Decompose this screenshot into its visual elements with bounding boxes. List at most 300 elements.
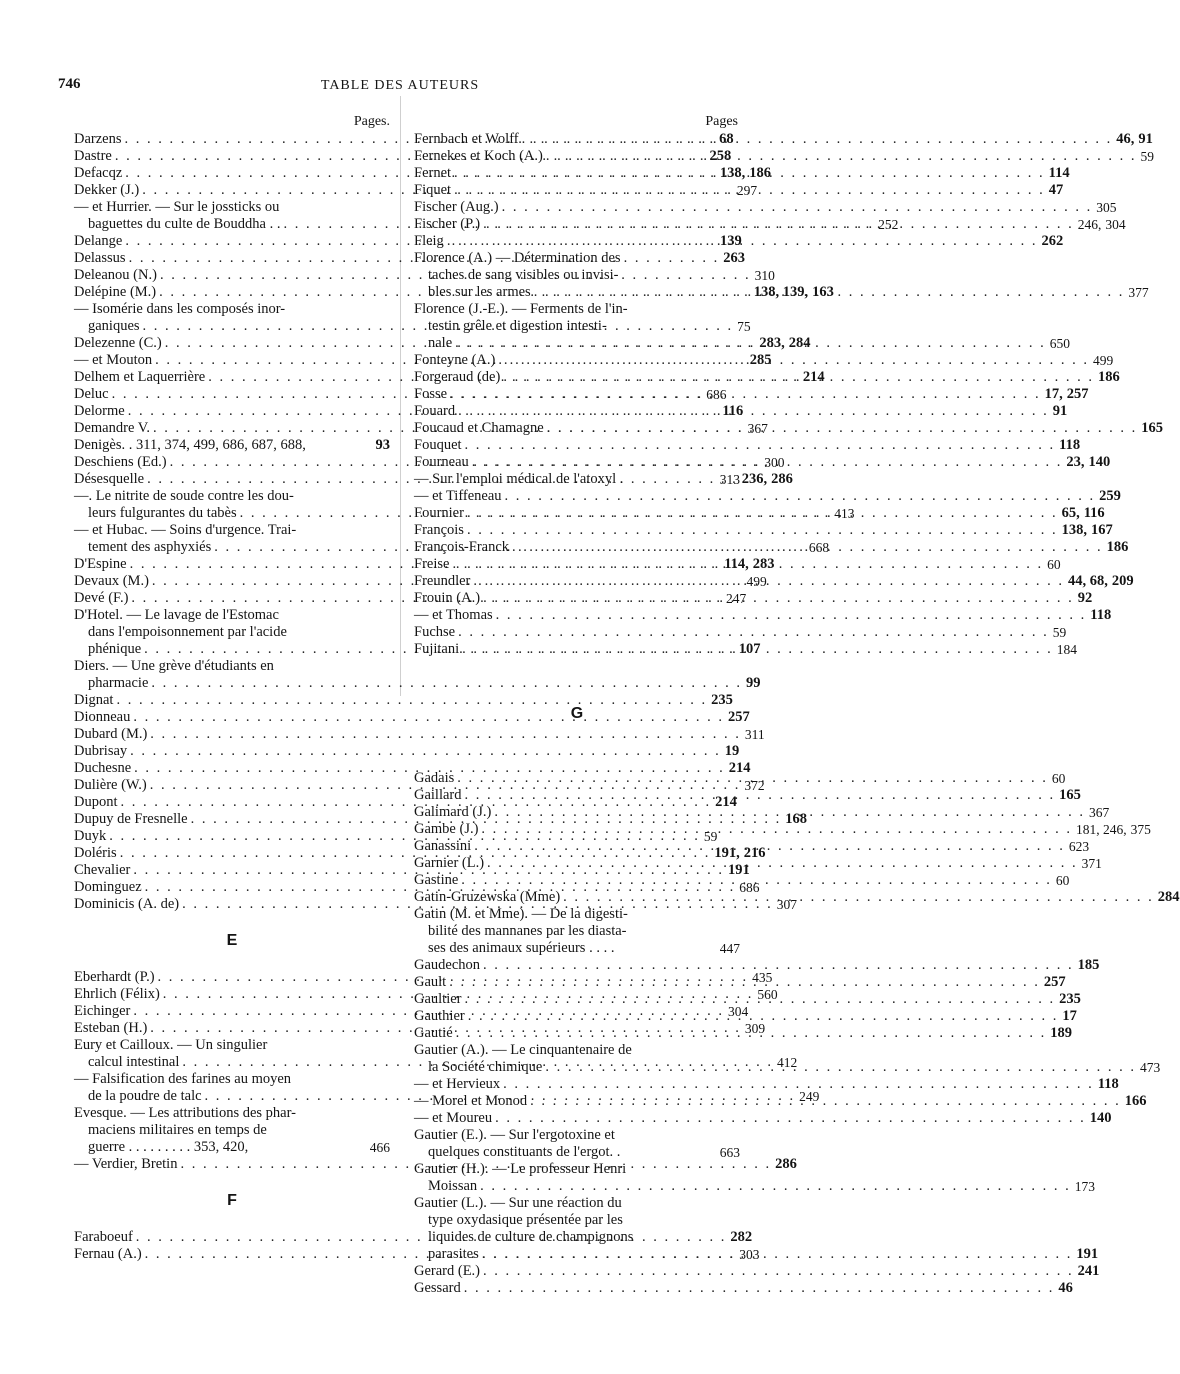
- page-ref: 247: [726, 591, 747, 606]
- entry-text: Dulière (W.): [74, 777, 147, 793]
- index-entry: [414, 1161, 740, 1178]
- entry-text: Gautier (L.). — Sur une réaction du: [414, 1195, 622, 1211]
- entry-text: Fernet: [414, 165, 452, 181]
- index-entry: [414, 957, 1100, 974]
- index-entry: [74, 624, 390, 641]
- index-entry: [414, 488, 1121, 505]
- entry-text: Eichinger: [74, 1003, 131, 1019]
- index-entry: [414, 1178, 1096, 1195]
- page-ref: 686: [739, 880, 760, 895]
- page-ref: 257: [1066, 386, 1089, 402]
- page-ref: 93: [375, 437, 390, 453]
- entry-text: Fosse: [414, 386, 448, 402]
- entry-text: Gautié: [414, 1025, 453, 1041]
- leader-dots: [493, 607, 1087, 624]
- index-entry: [414, 1110, 1112, 1127]
- entry-text: Gaillard: [414, 787, 462, 803]
- page-ref: 191: [1076, 1246, 1099, 1262]
- entry-text: Fernau (A.): [74, 1246, 142, 1262]
- leader-dots: [478, 821, 1072, 838]
- page-ref: 59: [1052, 625, 1067, 640]
- page-ref: 668: [808, 540, 830, 555]
- entry-text: bilité des mannanes par les diasta-: [428, 923, 627, 939]
- entry-text: Fouquet: [414, 437, 462, 453]
- leader-dots: [462, 991, 1056, 1008]
- extra-page-refs: 283,: [759, 335, 785, 351]
- index-entry: [414, 318, 740, 335]
- page-ref: 311: [744, 727, 765, 742]
- entry-text: Delezenne (C.): [74, 335, 162, 351]
- page-ref: 75: [737, 319, 751, 334]
- index-entry: [414, 923, 740, 940]
- entry-text: Darzens: [74, 131, 122, 147]
- page-ref: 186: [1097, 369, 1120, 385]
- page-ref: 186: [749, 165, 772, 181]
- leader-dots: [479, 1246, 1073, 1263]
- index-entry: [414, 624, 1067, 641]
- entry-text: Fleig: [414, 233, 444, 249]
- entry-text: Esteban (H.): [74, 1020, 148, 1036]
- leader-dots: [492, 1110, 1086, 1127]
- leader-dots: [500, 369, 1094, 386]
- page-ref: 46: [1058, 1280, 1073, 1296]
- index-entry: [74, 199, 390, 216]
- index-entry: [414, 199, 1117, 216]
- entry-text: ses des animaux supérieurs . . . .: [428, 940, 615, 956]
- leader-dots: [502, 488, 1096, 505]
- entry-text: Gatin (M. et Mme). — De la digesti-: [414, 906, 628, 922]
- page-ref: 413: [834, 506, 855, 521]
- entry-text: Florence (A.) — Détermination des: [414, 250, 621, 266]
- entry-text: Gaultier: [414, 991, 462, 1007]
- leader-dots: [446, 974, 1040, 991]
- section-letter: F: [227, 1192, 237, 1209]
- index-entry: [74, 1139, 390, 1156]
- entry-text: Freundler: [414, 573, 471, 589]
- leader-dots: [451, 165, 1045, 182]
- extra-page-refs: 17,: [1044, 386, 1063, 402]
- page-ref: 686: [706, 387, 727, 402]
- index-entry: [74, 709, 750, 726]
- entry-text: Dominguez: [74, 879, 142, 895]
- index-entry: [414, 403, 1068, 420]
- index-entry: [414, 1042, 740, 1059]
- entry-text: Delépine (M.): [74, 284, 157, 300]
- entry-text: Gautier (E.). — Sur l'ergotoxine et: [414, 1127, 615, 1143]
- page-ref: 249: [799, 1089, 820, 1104]
- entry-text: Fernbach et Wolff: [414, 131, 519, 147]
- entry-text: Chevalier: [74, 862, 131, 878]
- index-entry: [74, 607, 390, 624]
- entry-text: taches de sang visibles ou invisi-: [428, 267, 619, 283]
- entry-text: nale: [428, 335, 453, 351]
- extra-page-refs: 236,: [741, 471, 768, 487]
- extra-page-refs: 65,: [1061, 505, 1080, 521]
- index-entry: [414, 301, 740, 318]
- entry-text: Fischer (Aug.): [414, 199, 499, 215]
- entry-text: Ganassini: [414, 838, 472, 854]
- entry-text: Fiquet: [414, 182, 452, 198]
- leader-dots: [471, 838, 1065, 855]
- leader-dots: [447, 386, 1041, 403]
- leader-dots: [464, 522, 1058, 539]
- entry-text: — Verdier, Bretin: [74, 1156, 178, 1172]
- leader-dots: [495, 352, 1089, 369]
- page-ref: 107: [738, 641, 761, 657]
- page-ref: 499: [746, 574, 767, 589]
- entry-text: Denigès. . 311, 374, 499, 686, 687, 688,: [74, 437, 306, 453]
- entry-text: type oxydasique présentée par les: [428, 1212, 623, 1228]
- index-entry: [414, 1229, 740, 1246]
- index-entry: [414, 1127, 740, 1144]
- index-entry: [414, 386, 1089, 403]
- page-ref: 412: [777, 1055, 798, 1070]
- entry-text: Dominicis (A. de): [74, 896, 180, 912]
- entry-text: Fischer (P.): [414, 216, 481, 232]
- entry-text: Gadais: [414, 770, 455, 786]
- page-ref: 367: [1088, 805, 1110, 820]
- page-ref: 297: [736, 183, 758, 198]
- entry-text: Eberhardt (P.): [74, 969, 155, 985]
- page-ref: 447: [719, 941, 740, 956]
- page-ref: 139: [719, 233, 742, 249]
- index-entry: [74, 437, 390, 454]
- entry-text: Dekker (J.): [74, 182, 140, 198]
- leader-dots: [477, 1178, 1071, 1195]
- entry-text: Foucaud et Chamagne: [414, 420, 544, 436]
- entry-text: tement des asphyxiés: [88, 539, 212, 555]
- leader-dots: [527, 1093, 1121, 1110]
- leader-dots: [464, 505, 1058, 522]
- page-ref: 258: [709, 148, 732, 164]
- leader-dots: [453, 1025, 1047, 1042]
- leader-dots: [459, 641, 1053, 658]
- entry-text: D'Hotel. — Le lavage de l'Estomac: [74, 607, 279, 623]
- index-entry: [414, 233, 1064, 250]
- page-ref: 118: [1097, 1076, 1119, 1092]
- extra-page-refs: 138, 139,: [753, 284, 809, 300]
- page-ref: 371: [1081, 856, 1102, 871]
- running-header: TABLE DES AUTEURS: [320, 78, 480, 93]
- entry-text: Gault: [414, 974, 447, 990]
- page-ref: 165: [1059, 787, 1081, 803]
- extra-page-refs: 114,: [724, 556, 749, 572]
- index-entry: [74, 726, 765, 743]
- entry-text: Deluc: [74, 386, 109, 402]
- entry-text: Fournier: [414, 505, 464, 521]
- page-ref: 60: [1055, 873, 1070, 888]
- entry-text: Dignat: [74, 692, 114, 708]
- page-ref: 59: [703, 829, 718, 844]
- page-ref: 140: [1088, 454, 1111, 470]
- entry-text: Duchesne: [74, 760, 132, 776]
- entry-text: baguettes du culte de Bouddha . .: [88, 216, 281, 232]
- page-ref: 377: [1128, 285, 1149, 300]
- leader-dots: [480, 957, 1074, 974]
- leader-dots: [444, 233, 1038, 250]
- entry-text: Deleanou (N.): [74, 267, 157, 283]
- entry-text: bles sur les armes: [428, 284, 531, 300]
- entry-text: Demandre V.: [74, 420, 150, 436]
- index-entry: [74, 488, 390, 505]
- entry-text: Ehrlich (Félix): [74, 986, 160, 1002]
- page-ref: 259: [1099, 488, 1121, 504]
- page-ref: 168: [785, 811, 807, 827]
- index-entry: [414, 1195, 740, 1212]
- leader-dots: [451, 182, 1045, 199]
- page-ref: 214: [802, 369, 825, 385]
- page-ref: 140: [1089, 1110, 1112, 1126]
- index-entry: [74, 692, 733, 709]
- entry-text: Gessard: [414, 1280, 461, 1296]
- entry-text: — et Hubac. — Soins d'urgence. Trai-: [74, 522, 297, 538]
- entry-text: — Morel et Monod: [414, 1093, 528, 1109]
- entry-text: Duyk: [74, 828, 107, 844]
- entry-text: Gastine: [414, 872, 459, 888]
- leader-dots: [452, 335, 1046, 352]
- page-ref: 304: [1105, 217, 1126, 232]
- page-ref: 286: [771, 471, 793, 487]
- page-ref: 623: [1068, 839, 1090, 854]
- page-ref: 303: [739, 1247, 760, 1262]
- page-ref: 118: [1059, 437, 1081, 453]
- section-letter: E: [226, 932, 238, 949]
- page-ref: 650: [1049, 336, 1071, 351]
- leader-dots: [455, 403, 1049, 420]
- entry-text: Faraboeuf: [74, 1229, 133, 1245]
- index-entry: [414, 940, 740, 957]
- page-ref: 60: [1047, 557, 1061, 572]
- index-entry: [74, 760, 751, 777]
- page-ref: 59: [1140, 149, 1154, 164]
- page-ref: 165: [1141, 420, 1164, 436]
- page-ref: 68: [719, 131, 734, 147]
- entry-text: — et Mouton: [74, 352, 153, 368]
- entry-text: Galimard (J.): [414, 804, 492, 820]
- extra-page-refs: 46,: [1116, 131, 1135, 147]
- leader-dots: [470, 573, 1064, 590]
- index-entry: [74, 743, 740, 760]
- entry-text: Dionneau: [74, 709, 131, 725]
- entry-text: Fourneau: [414, 454, 469, 470]
- extra-page-refs: 23,: [1066, 454, 1085, 470]
- page-ref: 173: [1074, 1179, 1096, 1194]
- index-entry: [74, 301, 390, 318]
- index-entry: [74, 1122, 390, 1139]
- entry-text: de la poudre de talc: [88, 1088, 202, 1104]
- page-ref: 191: [728, 862, 750, 878]
- index-entry: [414, 437, 1081, 454]
- index-entry: [414, 1144, 740, 1161]
- page-ref: 307: [776, 897, 797, 912]
- page-ref: 167: [1090, 522, 1113, 538]
- page-ref: 19: [724, 743, 740, 759]
- entry-text: Delorme: [74, 403, 125, 419]
- leader-dots: [458, 872, 1052, 889]
- extra-page-refs: 44, 68,: [1068, 573, 1108, 589]
- entry-text: Gautier (H.). — Le professeur Henri: [414, 1161, 627, 1177]
- entry-text: la Société chimique: [428, 1059, 543, 1075]
- page-ref: 372: [744, 778, 765, 793]
- entry-text: phénique: [88, 641, 142, 657]
- page-ref: 60: [1051, 771, 1066, 786]
- entry-text: — Sur l'emploi médical de l'atoxyl .: [414, 471, 624, 487]
- index-entry: [414, 787, 1081, 804]
- page-ref: 262: [1041, 233, 1064, 249]
- index-entry: [74, 1037, 390, 1054]
- entry-text: — Falsification des farines au moyen: [74, 1071, 292, 1087]
- leader-dots: [500, 1076, 1094, 1093]
- page-ref: 435: [752, 970, 773, 985]
- entry-text: Delange: [74, 233, 123, 249]
- page-ref: 499: [1092, 353, 1114, 368]
- page-ref: 285: [749, 352, 772, 368]
- entry-text: D'Espine: [74, 556, 127, 572]
- page-ref: 375: [1130, 822, 1151, 837]
- leader-dots: [543, 148, 1137, 165]
- page-number: 746: [58, 76, 81, 92]
- page-ref: 163: [812, 284, 834, 300]
- page-ref: 186: [1106, 539, 1129, 555]
- page-ref: 560: [757, 987, 778, 1002]
- page-ref: 304: [728, 1004, 749, 1019]
- index-entry: [414, 1212, 740, 1229]
- page-ref: 116: [722, 403, 744, 419]
- leader-dots: [465, 1008, 1059, 1025]
- entry-text: Forgeraud (de): [414, 369, 501, 385]
- page-ref: 99: [746, 675, 761, 691]
- entry-text: — et Hervieux: [414, 1076, 501, 1092]
- entry-text: Delhem et Laquerrière: [74, 369, 206, 385]
- leader-dots: [462, 787, 1056, 804]
- index-entry: [414, 267, 740, 284]
- index-entry: [414, 131, 1153, 148]
- entry-text: calcul intestinal: [88, 1054, 180, 1070]
- index-entry: [414, 821, 1151, 838]
- entry-text: liquides de culture de champignons: [428, 1229, 634, 1245]
- entry-text: maciens militaires en temps de: [88, 1122, 267, 1138]
- index-entry: [414, 906, 740, 923]
- leader-dots: [480, 590, 1074, 607]
- entry-text: Devaux (M.): [74, 573, 149, 589]
- leader-dots: [519, 131, 1113, 148]
- entry-text: Dastre: [74, 148, 112, 164]
- entry-text: Fouard: [414, 403, 456, 419]
- leader-dots: [491, 804, 1085, 821]
- leader-dots: [449, 556, 1043, 573]
- page-ref: 189: [1050, 1025, 1073, 1041]
- entry-text: Gaudechon: [414, 957, 481, 973]
- page-ref: 663: [719, 1145, 740, 1160]
- index-entry: [414, 590, 1093, 607]
- page-ref: 300: [764, 455, 785, 470]
- index-entry: [74, 522, 390, 539]
- entry-text: — Isomérie dans les composés inor-: [74, 301, 286, 317]
- entry-text: Dupuy de Fresnelle: [74, 811, 188, 827]
- leader-dots: [480, 216, 1074, 233]
- entry-text: pharmacie: [88, 675, 149, 691]
- page-ref: 235: [711, 692, 733, 708]
- extra-page-refs: 181, 246,: [1076, 822, 1127, 837]
- page-ref: 214: [715, 794, 737, 810]
- page-ref: 309: [744, 1021, 766, 1036]
- extra-page-refs: 191,: [714, 845, 740, 861]
- page-ref: 310: [754, 268, 775, 283]
- leader-dots: [499, 199, 1093, 216]
- page-ref: 283: [752, 556, 775, 572]
- entry-text: Garnier (L.): [414, 855, 485, 871]
- page-ref: 367: [747, 421, 768, 436]
- page-ref: 313: [719, 472, 740, 487]
- pages-label: Pages: [705, 114, 738, 129]
- leader-dots: [461, 1280, 1055, 1297]
- entry-text: leurs fulgurantes du tabès: [88, 505, 237, 521]
- page-ref: 114: [1048, 165, 1070, 181]
- page-ref: 184: [1056, 642, 1077, 657]
- entry-text: Gerard (E.): [414, 1263, 481, 1279]
- page-ref: 241: [1077, 1263, 1100, 1279]
- entry-text: Diers. — Une grève d'étudiants en: [74, 658, 274, 674]
- entry-text: — et Moureu: [414, 1110, 493, 1126]
- entry-text: Deschiens (Ed.): [74, 454, 167, 470]
- pages-label: Pages.: [353, 114, 390, 129]
- index-entry: [414, 1076, 1119, 1093]
- index-entry: [74, 1071, 390, 1088]
- page-ref: 263: [723, 250, 745, 266]
- page-ref: 214: [728, 760, 751, 776]
- leader-dots: [544, 420, 1138, 437]
- entry-text: Doléris: [74, 845, 117, 861]
- entry-text: dans l'empoisonnement par l'acide: [88, 624, 287, 640]
- entry-text: Florence (J.-E.). — Ferments de l'in-: [414, 301, 628, 317]
- entry-text: Dubard (M.): [74, 726, 148, 742]
- entry-text: ganiques: [88, 318, 140, 334]
- entry-text: Fernekes et Koch (A.): [414, 148, 543, 164]
- entry-text: Delassus: [74, 250, 126, 266]
- page-ref: 235: [1059, 991, 1081, 1007]
- entry-text: — et Thomas: [414, 607, 493, 623]
- extra-page-refs: 138,: [1061, 522, 1087, 538]
- page-ref: 47: [1048, 182, 1064, 198]
- page-ref: 17: [1062, 1008, 1077, 1024]
- entry-text: Defacqz: [74, 165, 123, 181]
- entry-text: Fuchse: [414, 624, 456, 640]
- page-ref: 305: [1096, 200, 1117, 215]
- entry-text: quelques constituants de l'ergot. .: [428, 1144, 621, 1160]
- page-ref: 282: [730, 1229, 753, 1245]
- entry-text: Devé (F.): [74, 590, 129, 606]
- entry-text: guerre . . . . . . . . . 353, 420,: [88, 1139, 249, 1155]
- entry-text: — et Tiffeneau: [414, 488, 502, 504]
- entry-text: Gautier (A.). — Le cinquantenaire de: [414, 1042, 632, 1058]
- index-entry: [414, 148, 1154, 165]
- index-entry: [74, 675, 761, 692]
- entry-text: Evesque. — Les attributions des phar-: [74, 1105, 296, 1121]
- leader-dots: [560, 889, 1154, 906]
- page-ref: 284: [788, 335, 811, 351]
- entry-text: Frouin (A.): [414, 590, 481, 606]
- leader-dots: [462, 437, 1056, 454]
- page-ref: 257: [728, 709, 750, 725]
- index-entry: [74, 1105, 390, 1122]
- index-entry: [414, 471, 740, 488]
- leader-dots: [469, 454, 1063, 471]
- page-ref: 466: [369, 1140, 390, 1155]
- entry-text: Moissan: [428, 1178, 478, 1194]
- index-entry: [414, 522, 1113, 539]
- entry-text: François: [414, 522, 464, 538]
- leader-dots: [455, 624, 1049, 641]
